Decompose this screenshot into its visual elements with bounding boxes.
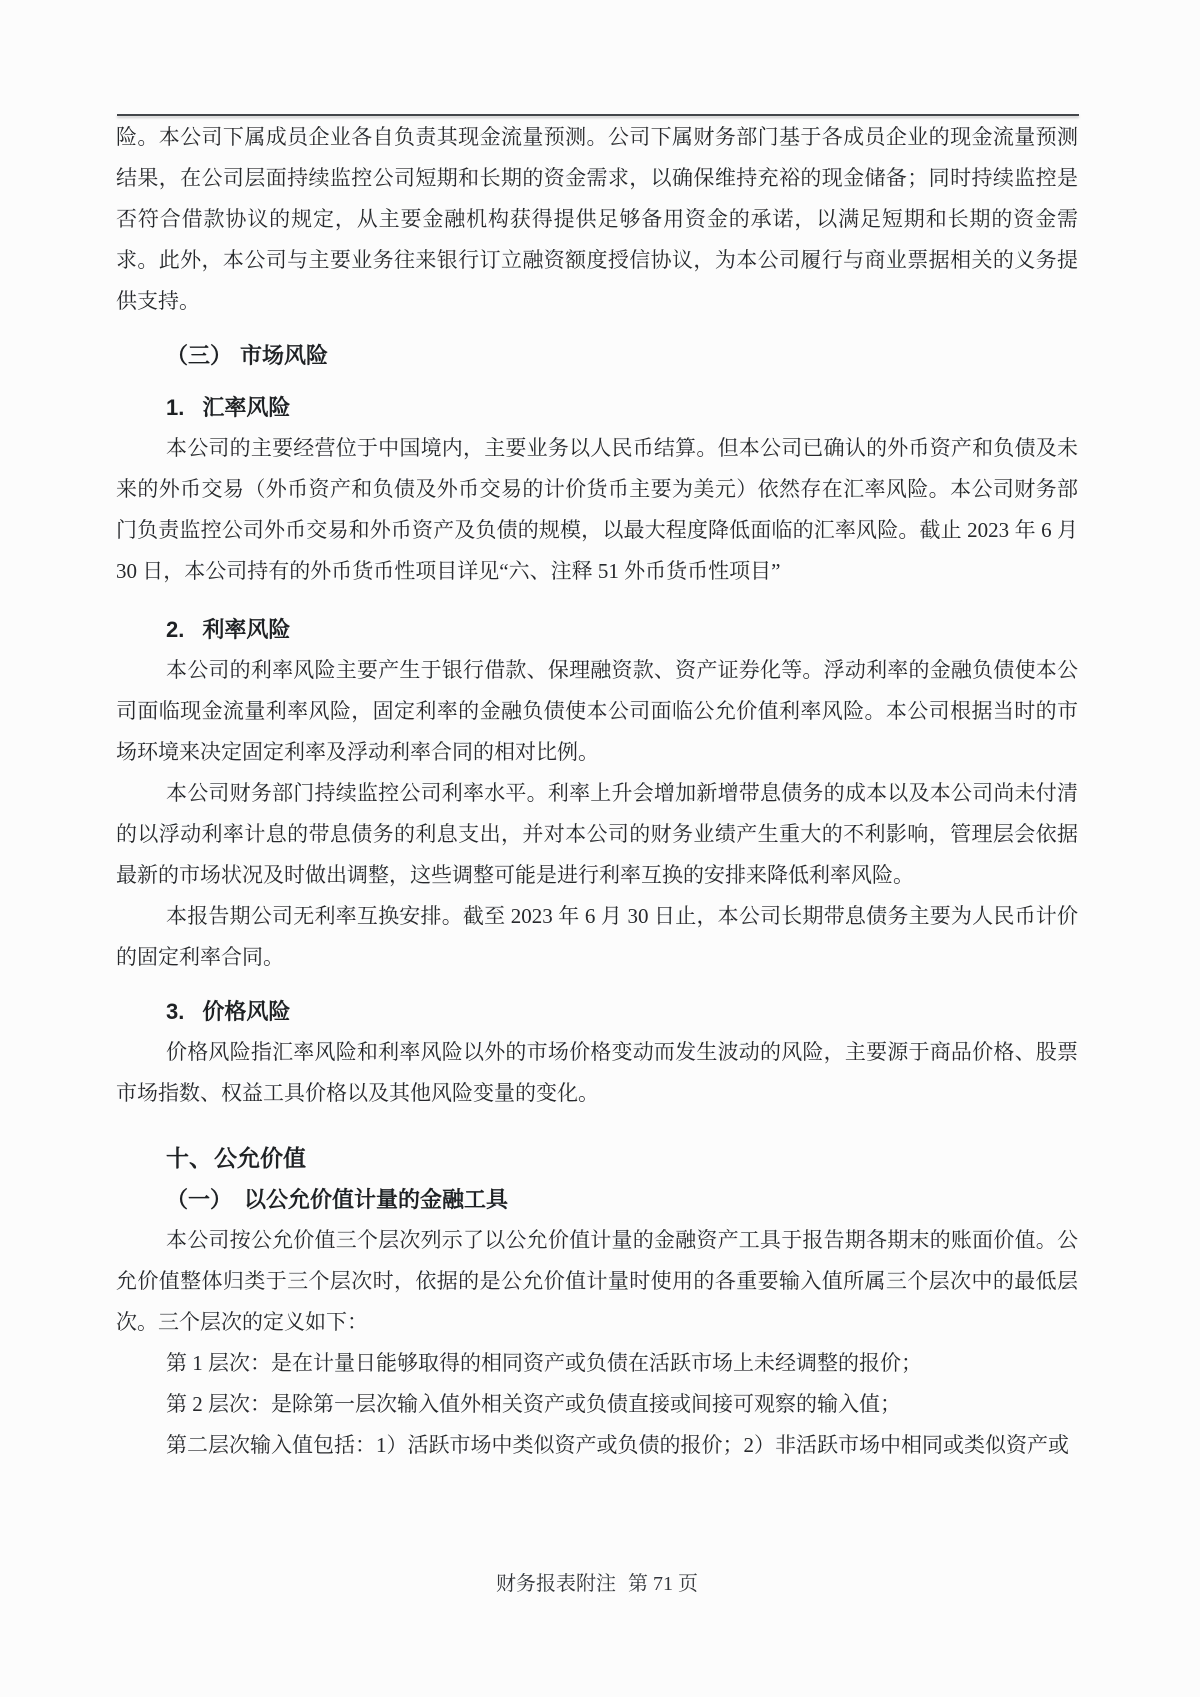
heading-market-risk-title: 市场风险: [240, 343, 329, 368]
heading-fair-value: [116, 1138, 1078, 1179]
heading-fv-financial-instruments-number: （一）: [166, 1187, 233, 1212]
heading-market-risk-number: （三）: [166, 343, 233, 368]
heading-fv-financial-instruments: [116, 1179, 1078, 1220]
paragraph-level-2-inputs: 第二层次输入值包括：1）活跃市场中类似资产或负债的报价；2）非活跃市场中相同或类似资产或: [166, 1433, 1069, 1457]
heading-price-risk-number: 3.: [166, 999, 185, 1024]
page-footer: [116, 1564, 1078, 1605]
heading-price-risk-title: 价格风险: [202, 999, 291, 1024]
paragraph-level-1-definition: 第 1 层次：是在计量日能够取得的相同资产或负债在活跃市场上未经调整的报价；: [166, 1351, 922, 1375]
page-content: [116, 117, 1078, 1466]
heading-interest-rate-risk: [116, 609, 1078, 650]
heading-fv-financial-instruments-title: 以公允价值计量的金融工具: [244, 1187, 509, 1212]
paragraph-liquidity-risk-continued: 险。本公司下属成员企业各自负责其现金流量预测。公司下属财务部门基于各成员企业的现金流量预测结果，在公司层面持续监控公司短期和长期的资金需求，以确保维持充裕的现金储备；同时持续监控是否符合借款协议的规定，从主要金融机构获得提供足够备用资金的承诺，以满足短期和长期的资金需求。此外，本公司与主要业务往来银行订立融资额度授信协议，为本公司履行与商业票据相关的义务提供支持。: [116, 125, 1078, 313]
paragraph-interest-rate-risk-3: 本报告期公司无利率互换安排。截至 2023 年 6 月 30 日止，本公司长期带息债务主要为人民币计价的固定利率合同。: [116, 904, 1078, 969]
heading-exchange-rate-risk-title: 汇率风险: [202, 395, 291, 420]
heading-fair-value-title: 公允价值: [214, 1145, 306, 1171]
paragraph-level-2-definition: 第 2 层次：是除第一层次输入值外相关资产或负债直接或间接可观察的输入值；: [166, 1392, 901, 1416]
heading-interest-rate-risk-number: 2.: [166, 617, 185, 642]
footer-doc-label: 财务报表附注: [496, 1573, 616, 1595]
paragraph-price-risk: 价格风险指汇率风险和利率风险以外的市场价格变动而发生波动的风险，主要源于商品价格、股票市场指数、权益工具价格以及其他风险变量的变化。: [116, 1040, 1078, 1105]
header-rule: [117, 114, 1079, 116]
footer-page-number: 第 71 页: [628, 1573, 698, 1595]
paragraph-interest-rate-risk-1: 本公司的利率风险主要产生于银行借款、保理融资款、资产证券化等。浮动利率的金融负债使本公司面临现金流量利率风险，固定利率的金融负债使本公司面临公允价值利率风险。本公司根据当时的市场环境来决定固定利率及浮动利率合同的相对比例。: [116, 658, 1078, 764]
heading-interest-rate-risk-title: 利率风险: [202, 617, 291, 642]
heading-fair-value-number: 十、: [166, 1145, 212, 1171]
paragraph-fair-value-intro: 本公司按公允价值三个层次列示了以公允价值计量的金融资产工具于报告期各期末的账面价值。公允价值整体归类于三个层次时，依据的是公允价值计量时使用的各重要输入值所属三个层次中的最低层次。三个层次的定义如下：: [116, 1228, 1078, 1334]
heading-market-risk: [116, 335, 1078, 376]
paragraph-interest-rate-risk-2: 本公司财务部门持续监控公司利率水平。利率上升会增加新增带息债务的成本以及本公司尚未付清的以浮动利率计息的带息债务的利息支出，并对本公司的财务业绩产生重大的不利影响，管理层会依据最新的市场状况及时做出调整，这些调整可能是进行利率互换的安排来降低利率风险。: [116, 781, 1078, 887]
paragraph-exchange-rate-risk: 本公司的主要经营位于中国境内，主要业务以人民币结算。但本公司已确认的外币资产和负债及未来的外币交易（外币资产和负债及外币交易的计价货币主要为美元）依然存在汇率风险。本公司财务部门负责监控公司外币交易和外币资产及负债的规模，以最大程度降低面临的汇率风险。截止 2023 年 6 月 30 日，本公司持有的外币货币性项目详见“六、注释 51 外币货币性项目”: [116, 436, 1078, 583]
heading-exchange-rate-risk: [116, 387, 1078, 428]
heading-price-risk: [116, 991, 1078, 1032]
heading-exchange-rate-risk-number: 1.: [166, 395, 185, 420]
